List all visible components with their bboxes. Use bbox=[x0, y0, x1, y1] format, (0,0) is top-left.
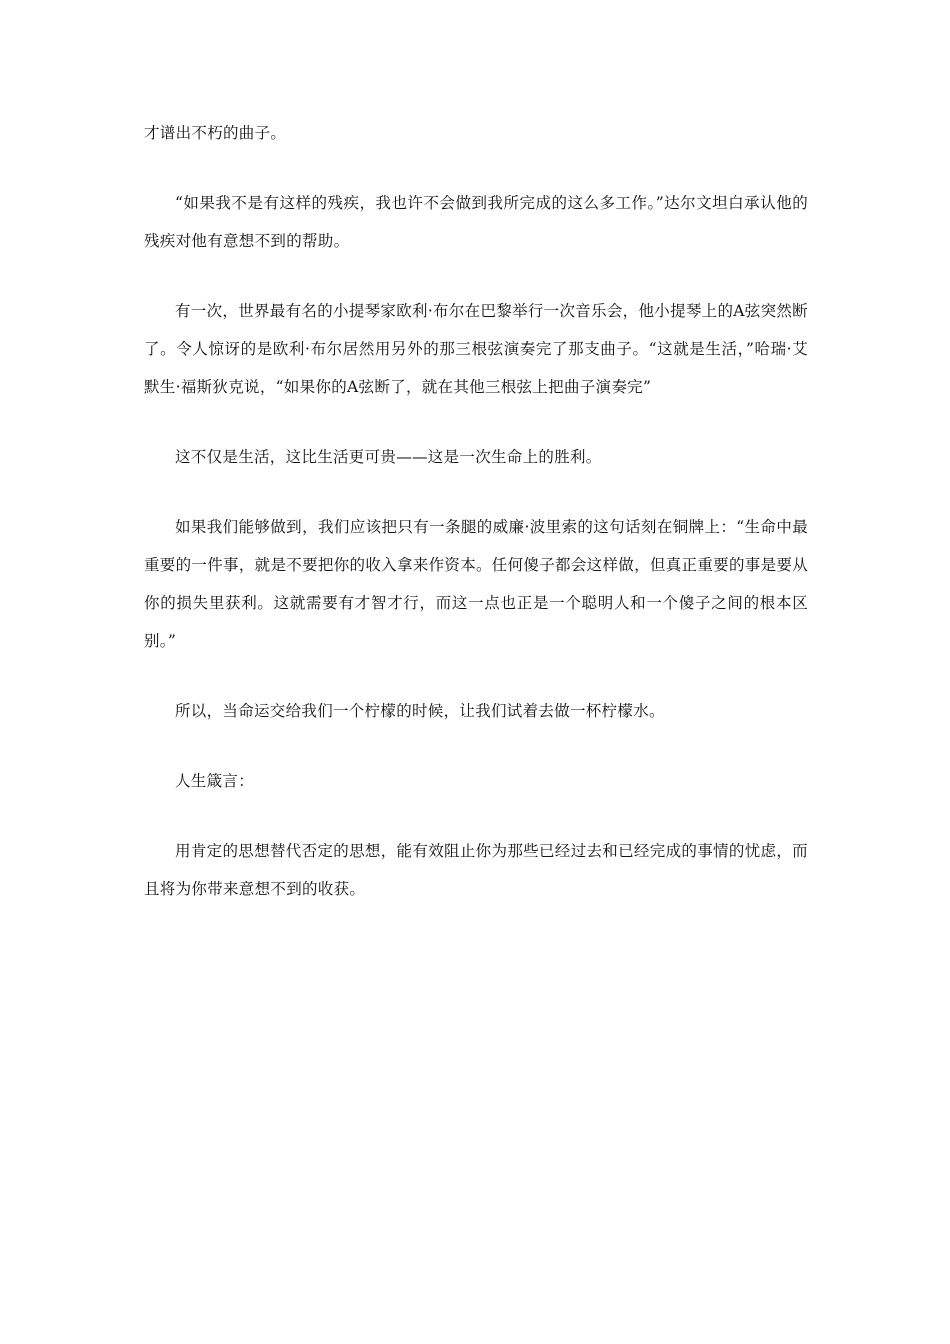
paragraph-8: 用肯定的思想替代否定的思想，能有效阻止你为那些已经过去和已经完成的事情的忧虑，而且将为你带来意想不到的收获。 bbox=[144, 842, 808, 898]
paragraph-4: 这不仅是生活，这比生活更可贵——这是一次生命上的胜利。 bbox=[175, 448, 602, 466]
paragraph-7-heading: 人生箴言： bbox=[175, 772, 255, 790]
paragraph-3: 有一次，世界最有名的小提琴家欧利·布尔在巴黎举行一次音乐会，他小提琴上的A弦突然断了。令人惊讶的是欧利·布尔居然用另外的那三根弦演奏完了那支曲子。“这就是生活，”哈瑞·艾默生·福斯狄克说，“如果你的A弦断了，就在其他三根弦上把曲子演奏完” bbox=[144, 302, 808, 396]
paragraph-6: 所以，当命运交给我们一个柠檬的时候，让我们试着去做一杯柠檬水。 bbox=[175, 702, 665, 720]
document-body bbox=[144, 114, 808, 908]
paragraph-2: “如果我不是有这样的残疾，我也许不会做到我所完成的这么多工作。”达尔文坦白承认他的残疾对他有意想不到的帮助。 bbox=[144, 194, 808, 250]
paragraph-1: 才谱出不朽的曲子。 bbox=[144, 124, 287, 142]
paragraph-5: 如果我们能够做到，我们应该把只有一条腿的威廉·波里索的这句话刻在铜牌上：“生命中最重要的一件事，就是不要把你的收入拿来作资本。任何傻子都会这样做，但真正重要的事是要从你的损失里获利。这就需要有才智才行，而这一点也正是一个聪明人和一个傻子之间的根本区别。” bbox=[144, 518, 808, 650]
